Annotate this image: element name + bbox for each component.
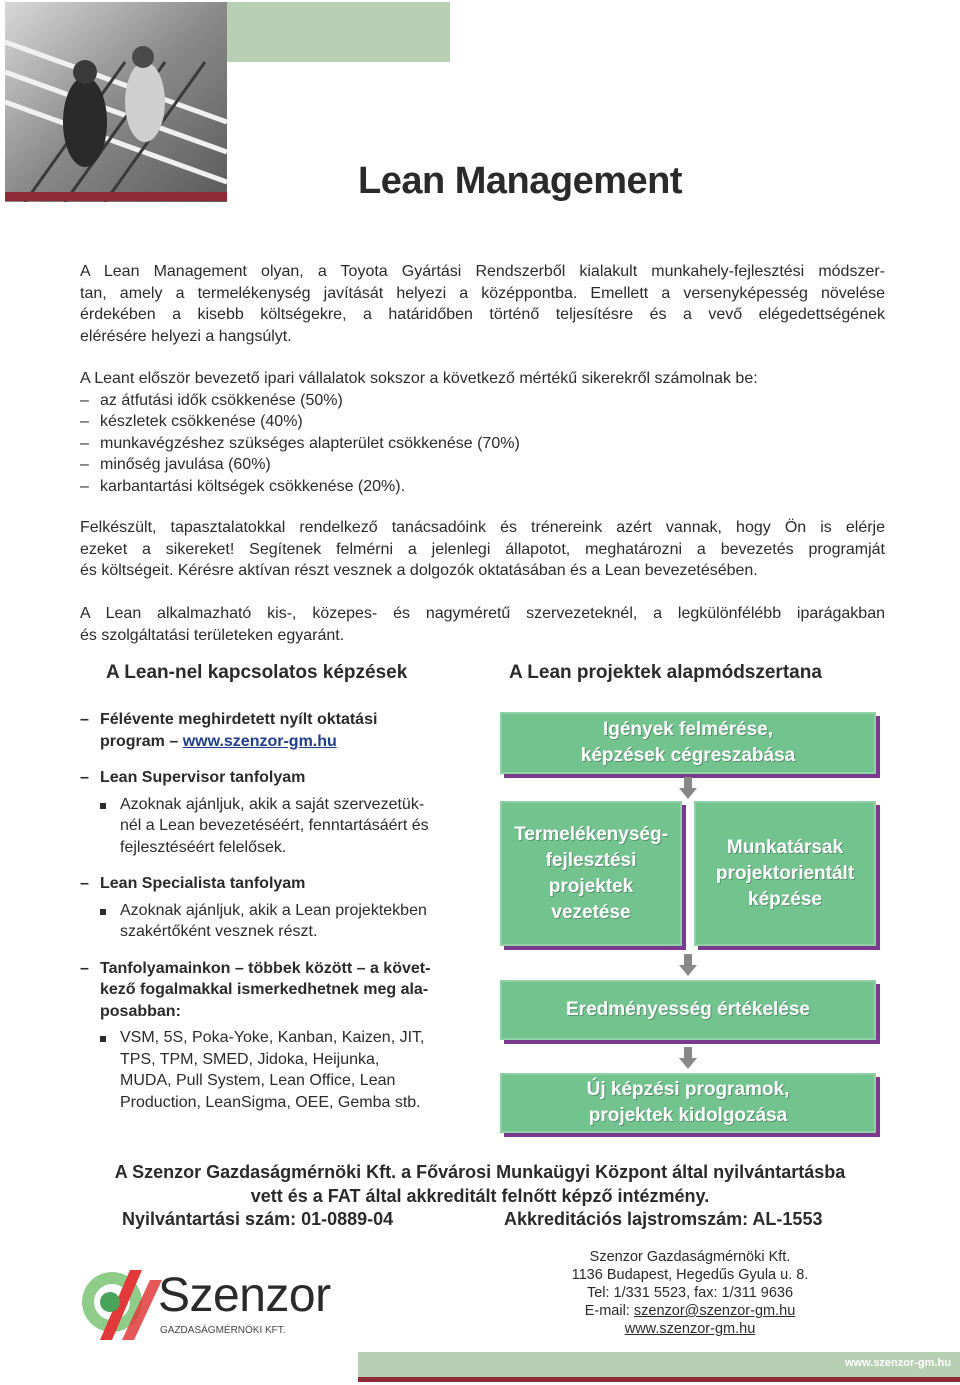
desc-line: Azoknak ajánljuk, akik a saját szervezetük- (120, 795, 425, 813)
desc-line: TPS, TPM, SMED, Jidoka, Heijunka, (120, 1050, 380, 1068)
box-line: Új képzési programok, (586, 1079, 790, 1100)
dash-marker: – (80, 711, 89, 728)
phone-fax: Tel: 1/331 5523, fax: 1/311 9636 (586, 1285, 794, 1301)
desc-line: Production, LeanSigma, OEE, Gemba stb. (120, 1093, 421, 1111)
result-text: karbantartási költségek csökkenése (20%). (100, 477, 406, 495)
result-text: minőség javulása (60%) (100, 456, 271, 473)
desc-line: fejlesztéséért felelősek. (120, 838, 287, 856)
box-line: Termelékenység- (514, 823, 668, 845)
dash-marker: – (80, 477, 89, 495)
list-item (80, 390, 758, 412)
box-line: vezetése (551, 901, 631, 923)
box-line: képzések cégreszabása (580, 745, 796, 766)
training-title: posabban: (100, 1002, 181, 1020)
banner-url: www.szenzor-gm.hu (845, 1357, 951, 1369)
page-title: Lean Management (358, 160, 683, 202)
results-intro: A Leant először bevezető ipari vállalatok sokszor a következő mértékű sikerekről számolnak be: (80, 370, 758, 387)
box-line: Igények felmérése, (602, 719, 774, 740)
accreditation-line2: vett és a FAT által akkreditált felnőtt képző intézmény. (250, 1186, 710, 1206)
result-text: az átfutási idők csökkenése (50%) (100, 391, 343, 409)
logo-name: Szenzor (158, 1269, 331, 1322)
consult-line: Felkészült, tapasztalatokkal rendelkező tanácsadóink és trénereink azért vannak, hogy Ön is elérje (80, 519, 885, 536)
website-link[interactable]: www.szenzor-gm.hu (624, 1321, 756, 1337)
intro-paragraph (80, 261, 885, 347)
consult-line: és költségeit. Kérésre aktívan részt vesznek a dolgozók oktatásában és a Lean bevezetésében. (80, 562, 758, 579)
desc-line: Azoknak ajánljuk, akik a Lean projektekben (120, 901, 427, 919)
training-title: Félévente meghirdetett nyílt oktatási (100, 711, 378, 728)
training-desc (100, 900, 475, 943)
email-label: E-mail: (584, 1303, 630, 1319)
box-line: projektek kidolgozása (588, 1105, 788, 1126)
bullet-marker (100, 900, 120, 943)
flow-box-productivity (500, 801, 682, 946)
box-line: Munkatársak (726, 836, 844, 858)
flow-box-staff (694, 801, 876, 946)
methodology-heading: A Lean projektek alapmódszertana (509, 662, 822, 683)
box-line: projektek (548, 875, 634, 897)
list-item (80, 476, 758, 498)
bottom-red-bar (358, 1377, 960, 1382)
szenzor-logo-icon (70, 1250, 170, 1350)
result-text: munkavégzéshez szükséges alapterület csökkenése (70%) (100, 434, 520, 452)
dash-marker: – (80, 456, 89, 473)
website-link[interactable]: www.szenzor-gm.hu (182, 732, 337, 750)
applicable-line: A Lean alkalmazható kis-, közepes- és nagyméretű szervezeteknél, a legkülönfélébb iparágakban (80, 605, 885, 622)
box-line: Eredményesség értékelése (566, 999, 810, 1020)
logo-subtitle: GAZDASÁGMÉRNÖKI KFT. (160, 1325, 286, 1336)
top-red-bar (5, 192, 227, 201)
intro-line: elérésére helyezi a hangsúlyt. (80, 327, 292, 345)
arrow-down-icon (679, 954, 697, 976)
staircase-photo (5, 2, 227, 202)
desc-line: MUDA, Pull System, Lean Office, Lean (120, 1072, 396, 1089)
trainings-heading: A Lean-nel kapcsolatos képzések (106, 662, 408, 683)
training-item (80, 873, 475, 895)
desc-line: nél a Lean bevezetéséért, fenntartásáért és (120, 817, 429, 834)
list-item (80, 433, 758, 455)
contact-block (525, 1248, 855, 1338)
applicable-paragraph (80, 603, 885, 646)
dash-marker: – (80, 434, 89, 452)
training-desc (100, 794, 475, 859)
flow-box-new-programs (500, 1073, 876, 1133)
trainings-list (80, 709, 475, 1113)
training-item (80, 767, 475, 789)
flow-box-evaluation (500, 980, 876, 1040)
desc-line: VSM, 5S, Poka-Yoke, Kanban, Kaizen, JIT, (120, 1029, 425, 1046)
box-line: projektorientált (715, 862, 855, 884)
intro-line: tan, amely a termelékenység javítását helyezi a középpontba. Emellett a versenyképesség növelése (80, 284, 885, 302)
result-text: készletek csökkenése (40%) (100, 413, 303, 430)
list-item (80, 454, 758, 476)
street-address: 1136 Budapest, Hegedűs Gyula u. 8. (571, 1267, 809, 1283)
list-item (80, 411, 758, 433)
consult-line: ezeket a sikereket! Segítenek felmérni a jelenlegi állapotot, meghatározni a bevezetés programját (80, 540, 885, 558)
training-item (80, 958, 475, 1023)
flow-box-needs (500, 712, 876, 774)
registration-number: Nyilvántartási szám: 01-0889-04 (122, 1209, 394, 1229)
bullet-marker (100, 1027, 120, 1113)
dash-marker: – (80, 959, 89, 977)
company-name: Szenzor Gazdaságmérnöki Kft. (589, 1249, 791, 1265)
accreditation-number: Akkreditációs lajstromszám: AL-1553 (504, 1209, 823, 1229)
email-link[interactable]: szenzor@szenzor-gm.hu (633, 1303, 796, 1319)
training-title: Lean Specialista tanfolyam (100, 875, 306, 892)
consult-paragraph (80, 517, 885, 582)
results-list (80, 368, 758, 497)
box-line: fejlesztési (545, 849, 637, 871)
dash-marker: – (80, 875, 89, 892)
dash-marker: – (80, 769, 89, 786)
intro-line: A Lean Management olyan, a Toyota Gyártási Rendszerből kialakult munkahely-fejlesztési módszer- (80, 263, 885, 280)
accreditation-line1: A Szenzor Gazdaságmérnöki Kft. a Fővárosi Munkaügyi Központ által nyilvántartásba (114, 1162, 846, 1182)
arrow-down-icon (679, 1047, 697, 1069)
training-desc (100, 1027, 475, 1113)
training-title: kező fogalmakkal ismerkedhetnek meg ala- (100, 981, 429, 998)
box-line: képzése (748, 888, 822, 910)
bullet-marker (100, 794, 120, 859)
training-item (80, 709, 475, 752)
applicable-line: és szolgáltatási területeken egyaránt. (80, 626, 345, 644)
training-title-cont: program – (100, 732, 179, 750)
arrow-down-icon (679, 777, 697, 799)
training-title: Tanfolyamainkon – többek között – a követ- (100, 959, 431, 977)
desc-line: szakértőként vesznek részt. (120, 923, 318, 940)
dash-marker: – (80, 391, 89, 409)
training-title: Lean Supervisor tanfolyam (100, 769, 306, 786)
intro-line: érdekében a kisebb költségekre, a határidőben történő teljesítésre és a vevő elégedettségének (80, 306, 885, 323)
dash-marker: – (80, 413, 89, 430)
